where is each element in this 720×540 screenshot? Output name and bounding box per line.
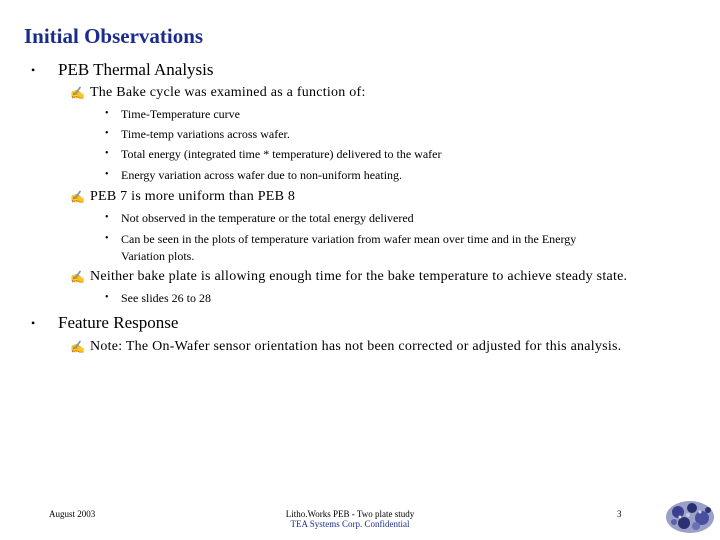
- subbullet-steady-state: Neither bake plate is allowing enough time for the bake temperature to achieve steady state.: [90, 269, 628, 284]
- bullet-dot: •: [31, 63, 36, 77]
- bullet-feature-response: Feature Response: [58, 313, 179, 332]
- bullet-dot: •: [31, 316, 36, 330]
- pen-bullet-icon: ✍: [70, 190, 85, 204]
- company-logo-icon: [664, 498, 716, 536]
- bullet-dot: •: [105, 292, 109, 303]
- list-item: Total energy (integrated time * temperature) delivered to the wafer: [121, 147, 442, 161]
- list-item: See slides 26 to 28: [121, 291, 211, 305]
- bullet-dot: •: [105, 233, 109, 244]
- subbullet-peb7-uniform: PEB 7 is more uniform than PEB 8: [90, 189, 296, 204]
- list-item: Time-Temperature curve: [121, 107, 241, 121]
- bullet-dot: •: [105, 169, 109, 180]
- bullet-peb-thermal-analysis: PEB Thermal Analysis: [58, 60, 214, 79]
- pen-bullet-icon: ✍: [70, 270, 85, 284]
- footer-title: Litho.Works PEB - Two plate study: [285, 509, 415, 519]
- footer-date: August 2003: [49, 509, 96, 519]
- list-item: Not observed in the temperature or the total energy delivered: [121, 211, 414, 225]
- page-number: 3: [617, 509, 622, 519]
- list-item: Energy variation across wafer due to non-uniform heating.: [121, 168, 403, 182]
- pen-bullet-icon: ✍: [70, 86, 85, 100]
- subbullet-sensor-note: Note: The On-Wafer sensor orientation has not been corrected or adjusted for this analysis.: [90, 339, 622, 354]
- subbullet-bake-cycle: The Bake cycle was examined as a function of:: [90, 85, 366, 100]
- bullet-dot: •: [105, 148, 109, 159]
- list-item: Time-temp variations across wafer.: [121, 127, 290, 141]
- pen-bullet-icon: ✍: [70, 340, 85, 354]
- bullet-dot: •: [105, 108, 109, 119]
- footer-center: [273, 509, 427, 529]
- bullet-dot: •: [105, 212, 109, 223]
- footer-confidential: TEA Systems Corp. Confidential: [290, 519, 410, 529]
- list-item-continuation: Variation plots.: [121, 249, 195, 263]
- bullet-dot: •: [105, 128, 109, 139]
- page-title: Initial Observations: [24, 24, 204, 48]
- list-item: Can be seen in the plots of temperature variation from wafer mean over time and in the Energy: [121, 232, 577, 246]
